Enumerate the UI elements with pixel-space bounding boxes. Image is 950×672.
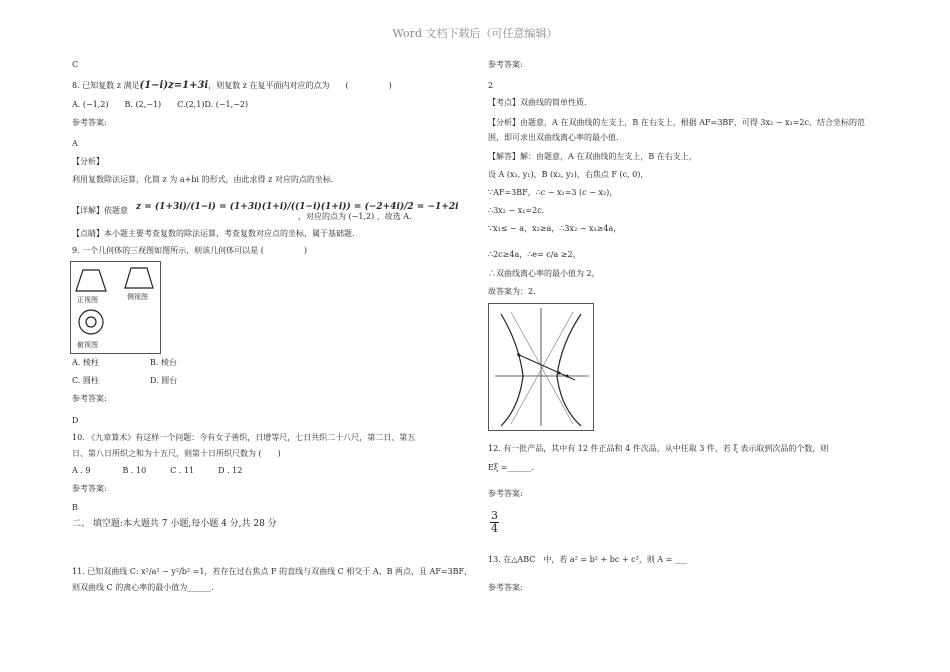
answer-label: 参考答案: xyxy=(72,118,107,127)
jieda-line4: ∴3x₂ − x₁=2c. xyxy=(488,206,545,215)
page-header: Word 文档下载后（可任意编辑） xyxy=(392,27,558,40)
jieda-line1: 【解答】解：由题意，A 在双曲线的左支上，B 在右支上， xyxy=(488,152,697,161)
section-fill-in-title: 二、 填空题:本大题共 7 小题,每小题 4 分,共 28 分 xyxy=(72,519,277,529)
jieda-line8: 故答案为：2. xyxy=(488,287,536,296)
hyperbola-figure xyxy=(488,303,594,431)
q12-line2: Eξ =______. xyxy=(488,463,535,472)
answer-2: 2 xyxy=(488,81,494,90)
fenxi-line1: 【分析】由题意，A 在双曲线的左支上，B 在右支上，根据 AF=3BF，可得 3x₂ − x₁=2c，结合坐标的范 xyxy=(488,118,865,127)
three-view-figure xyxy=(70,261,161,354)
q10-line1: 10. 《九章算术》有这样一个问题：今有女子善织，日增等尺，七日共织二十八尺，第二日、第五 xyxy=(72,433,416,442)
q10-line2: 日、第八日所织之和为十五尺，则第十日所织尺数为 ( ) xyxy=(72,449,281,458)
hyperbola-right-branch xyxy=(557,314,581,426)
q9-option-d: D. 圆台 xyxy=(150,376,178,385)
jieda-line5: ∵x₁≤ − a，x₂≥a，∴3x₂ − x₁≥4a， xyxy=(488,224,622,233)
kaodian: 【考点】双曲线的简单性质. xyxy=(488,98,587,107)
answer-label: 参考答案: xyxy=(72,394,107,403)
jieda-line3: ∵AF=3BF，∴c − x₁=3 (c − x₂)， xyxy=(488,188,618,197)
focus-f xyxy=(566,375,569,378)
answer-d: D xyxy=(72,416,79,425)
jieda-line2: 设 A (x₁, y₁)，B (x₂, y₂)，右焦点 F (c, 0)， xyxy=(488,170,649,179)
q9-text: 9. 一个几何体的三视图如图所示，则该几何体可以是 ( ) xyxy=(72,246,307,255)
analysis-label: 【分析】 xyxy=(72,157,104,166)
answer-c: C xyxy=(72,60,79,69)
q8-options: A. (−1,2) B. (2,−1) C.(2,1)D. (−1,−2) xyxy=(72,100,249,109)
top-view-outer-circle xyxy=(79,310,103,334)
comment: 【点睛】本小题主要考查复数的除法运算，考查复数对应点的坐标，属于基础题. xyxy=(72,229,355,238)
detail-suffix: ，对应的点为 (−1,2) ，故选 A. xyxy=(298,212,412,221)
answer-label: 参考答案: xyxy=(488,583,523,592)
q8-prefix: 8. 已知复数 z 满足 xyxy=(72,81,140,90)
front-view-label: 正视图 xyxy=(77,296,98,304)
q11-line2: 则双曲线 C 的离心率的最小值为______. xyxy=(72,583,214,592)
point-a xyxy=(518,354,521,357)
top-view-inner-circle xyxy=(86,317,96,327)
point-b xyxy=(558,372,561,375)
q12-line1: 12. 有一批产品，其中有 12 件正品和 4 件次品，从中任取 3 件，若 ξ 表示取到次品的个数，则 xyxy=(488,444,829,453)
fenxi-line2: 围，即可求出双曲线离心率的最小值. xyxy=(488,133,619,142)
jieda-line6: ∴2c≥4a，∴e= c/a ≥2， xyxy=(488,250,581,259)
front-view-shape xyxy=(76,270,106,291)
detail-label: 【详解】依题意 xyxy=(72,206,128,215)
jieda-line7: ∴双曲线离心率的最小值为 2， xyxy=(488,269,600,278)
q8-suffix: ，则复数 z 在复平面内对应的点为 ( ) xyxy=(208,81,392,90)
q11-line1: 11. 已知双曲线 C: x²/a² − y²/b² =1，若存在过右焦点 F 的直线与双曲线 C 相交于 A、B 两点，且 AF=3BF， xyxy=(72,567,473,576)
answer-b: B xyxy=(72,503,78,512)
answer-label: 参考答案: xyxy=(488,489,523,498)
top-view-label: 俯视图 xyxy=(77,341,98,349)
fraction-denominator: 4 xyxy=(491,522,498,535)
answer-a: A xyxy=(72,139,78,148)
q9-option-a: A. 棱柱 xyxy=(72,358,99,367)
answer-label: 参考答案: xyxy=(488,60,523,69)
answer-fraction xyxy=(490,510,499,535)
q9-option-c: C. 圆柱 xyxy=(72,376,99,385)
answer-label: 参考答案: xyxy=(72,484,107,493)
q8-equation: (1−i)z=1+3i xyxy=(139,80,209,91)
hyperbola-left-branch xyxy=(501,314,523,426)
q9-option-b: B. 棱台 xyxy=(150,358,177,367)
q8-text xyxy=(72,81,392,91)
detail-equation: z = (1+3i)/(1−i) = (1+3i)(1+i)/((1−i)(1+i)) = (−2+4i)/2 = −1+2i xyxy=(136,202,459,212)
side-view-shape xyxy=(125,268,153,288)
q10-options: A . 9 B . 10 C . 11 D . 12 xyxy=(72,466,243,475)
hyperbola-drawing xyxy=(489,304,593,430)
fraction xyxy=(490,510,499,535)
side-view-label: 侧视图 xyxy=(127,293,148,301)
fraction-numerator: 3 xyxy=(491,509,498,522)
analysis-text: 利用复数除法运算，化简 z 为 a+bi 的形式，由此求得 z 对应的点的坐标. xyxy=(72,175,334,184)
q13-text: 13. 在△ABC 中，若 a² = b² + bc + c²，则 A = ___ xyxy=(488,555,687,564)
